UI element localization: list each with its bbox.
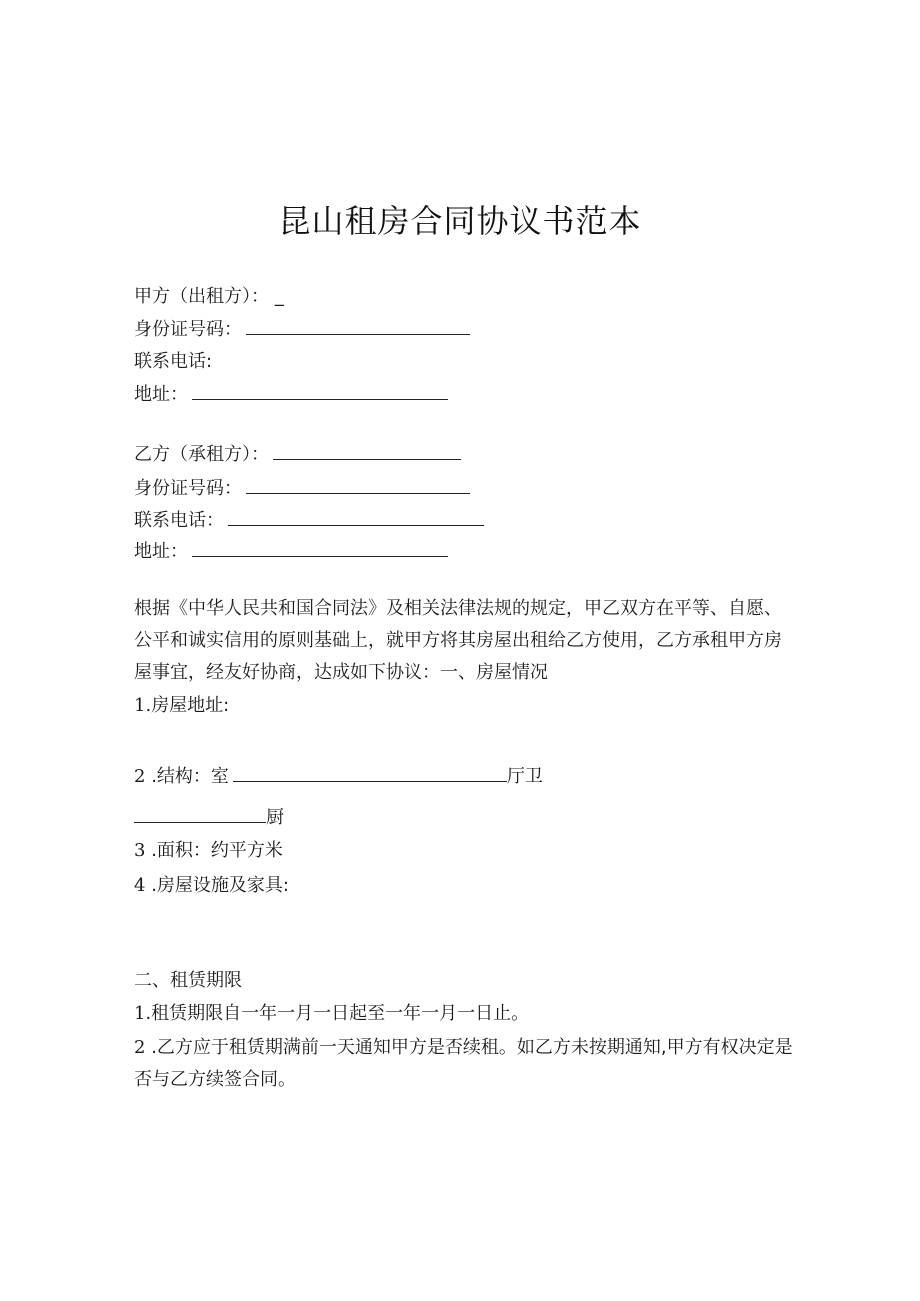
party-b-id-blank[interactable] [246, 475, 470, 494]
house-item-1-num: 1. [134, 695, 152, 716]
lease-item-2 [134, 1032, 794, 1096]
lease-item-1 [134, 1001, 529, 1027]
party-a-name-label: 甲方（出租方）： [134, 286, 269, 307]
party-a-id-label: 身份证号码： [134, 319, 242, 340]
party-a-phone-line [134, 349, 212, 375]
lease-item-1-num: 1 [134, 1003, 146, 1024]
party-b-name-line [134, 441, 461, 468]
party-b-address-label: 地址： [134, 541, 188, 562]
house-item-3 [134, 838, 283, 864]
party-a-id-blank[interactable] [246, 316, 470, 335]
party-a-address-line [134, 381, 448, 408]
house-kitchen-blank[interactable] [134, 804, 266, 823]
house-item-3-label: .面积：约平方米 [151, 840, 283, 861]
lease-item-1-text: .租赁期限自一年一月一日起至一年一月一日止。 [145, 1003, 530, 1024]
lease-item-2-text: .乙方应于租赁期满前一天通知甲方是否续租。如乙方未按期通知,甲方有权决定是否与乙方续签合同。 [134, 1037, 793, 1090]
party-b-name-blank[interactable] [273, 441, 461, 460]
party-a-name-line [134, 284, 284, 310]
house-item-2-suffix: 厅卫 [506, 766, 543, 787]
house-item-4-label: .房屋设施及家具: [151, 875, 289, 896]
house-item-4 [134, 873, 289, 899]
lease-item-2-num: 2 [134, 1037, 146, 1058]
house-item-4-num: 4 [134, 875, 146, 896]
party-b-id-label: 身份证号码： [134, 478, 242, 499]
party-a-id-line [134, 316, 470, 343]
house-item-2-label: .结构：室 [151, 766, 229, 787]
house-item-2-num: 2 [134, 766, 146, 787]
house-item-3-num: 3 [134, 840, 146, 861]
party-a-phone-label: 联系电话: [134, 351, 213, 372]
house-item-2-kitchen: 厨 [266, 807, 284, 828]
house-item-1-label: 房屋地址: [151, 695, 230, 716]
party-b-phone-label: 联系电话： [134, 510, 224, 531]
house-item-1 [134, 693, 229, 719]
party-a-address-label: 地址： [134, 384, 188, 405]
house-item-2 [134, 763, 543, 790]
intro-paragraph: 根据《中华人民共和国合同法》及相关法律法规的规定，甲乙双方在平等、自愿、公平和诚实信用的原则基础上，就甲方将其房屋出租给乙方使用，乙方承租甲方房屋事宜，经友好协商，达成如下协议：一、房屋情况 [134, 598, 782, 683]
house-item-2-kitchen-line [134, 804, 284, 831]
party-b-id-line [134, 475, 470, 502]
party-b-address-line [134, 538, 448, 565]
party-a-address-blank[interactable] [192, 381, 448, 400]
party-b-address-blank[interactable] [192, 538, 448, 557]
house-rooms-blank[interactable] [233, 763, 507, 782]
lease-heading: 二、租赁期限 [134, 970, 242, 991]
party-b-name-label: 乙方（承租方）： [134, 444, 269, 465]
party-a-name-value: _ [274, 286, 284, 307]
document-title: 昆山租房合同协议书范本 [278, 202, 642, 240]
party-b-phone-line [134, 507, 484, 534]
party-b-phone-blank[interactable] [228, 507, 484, 526]
